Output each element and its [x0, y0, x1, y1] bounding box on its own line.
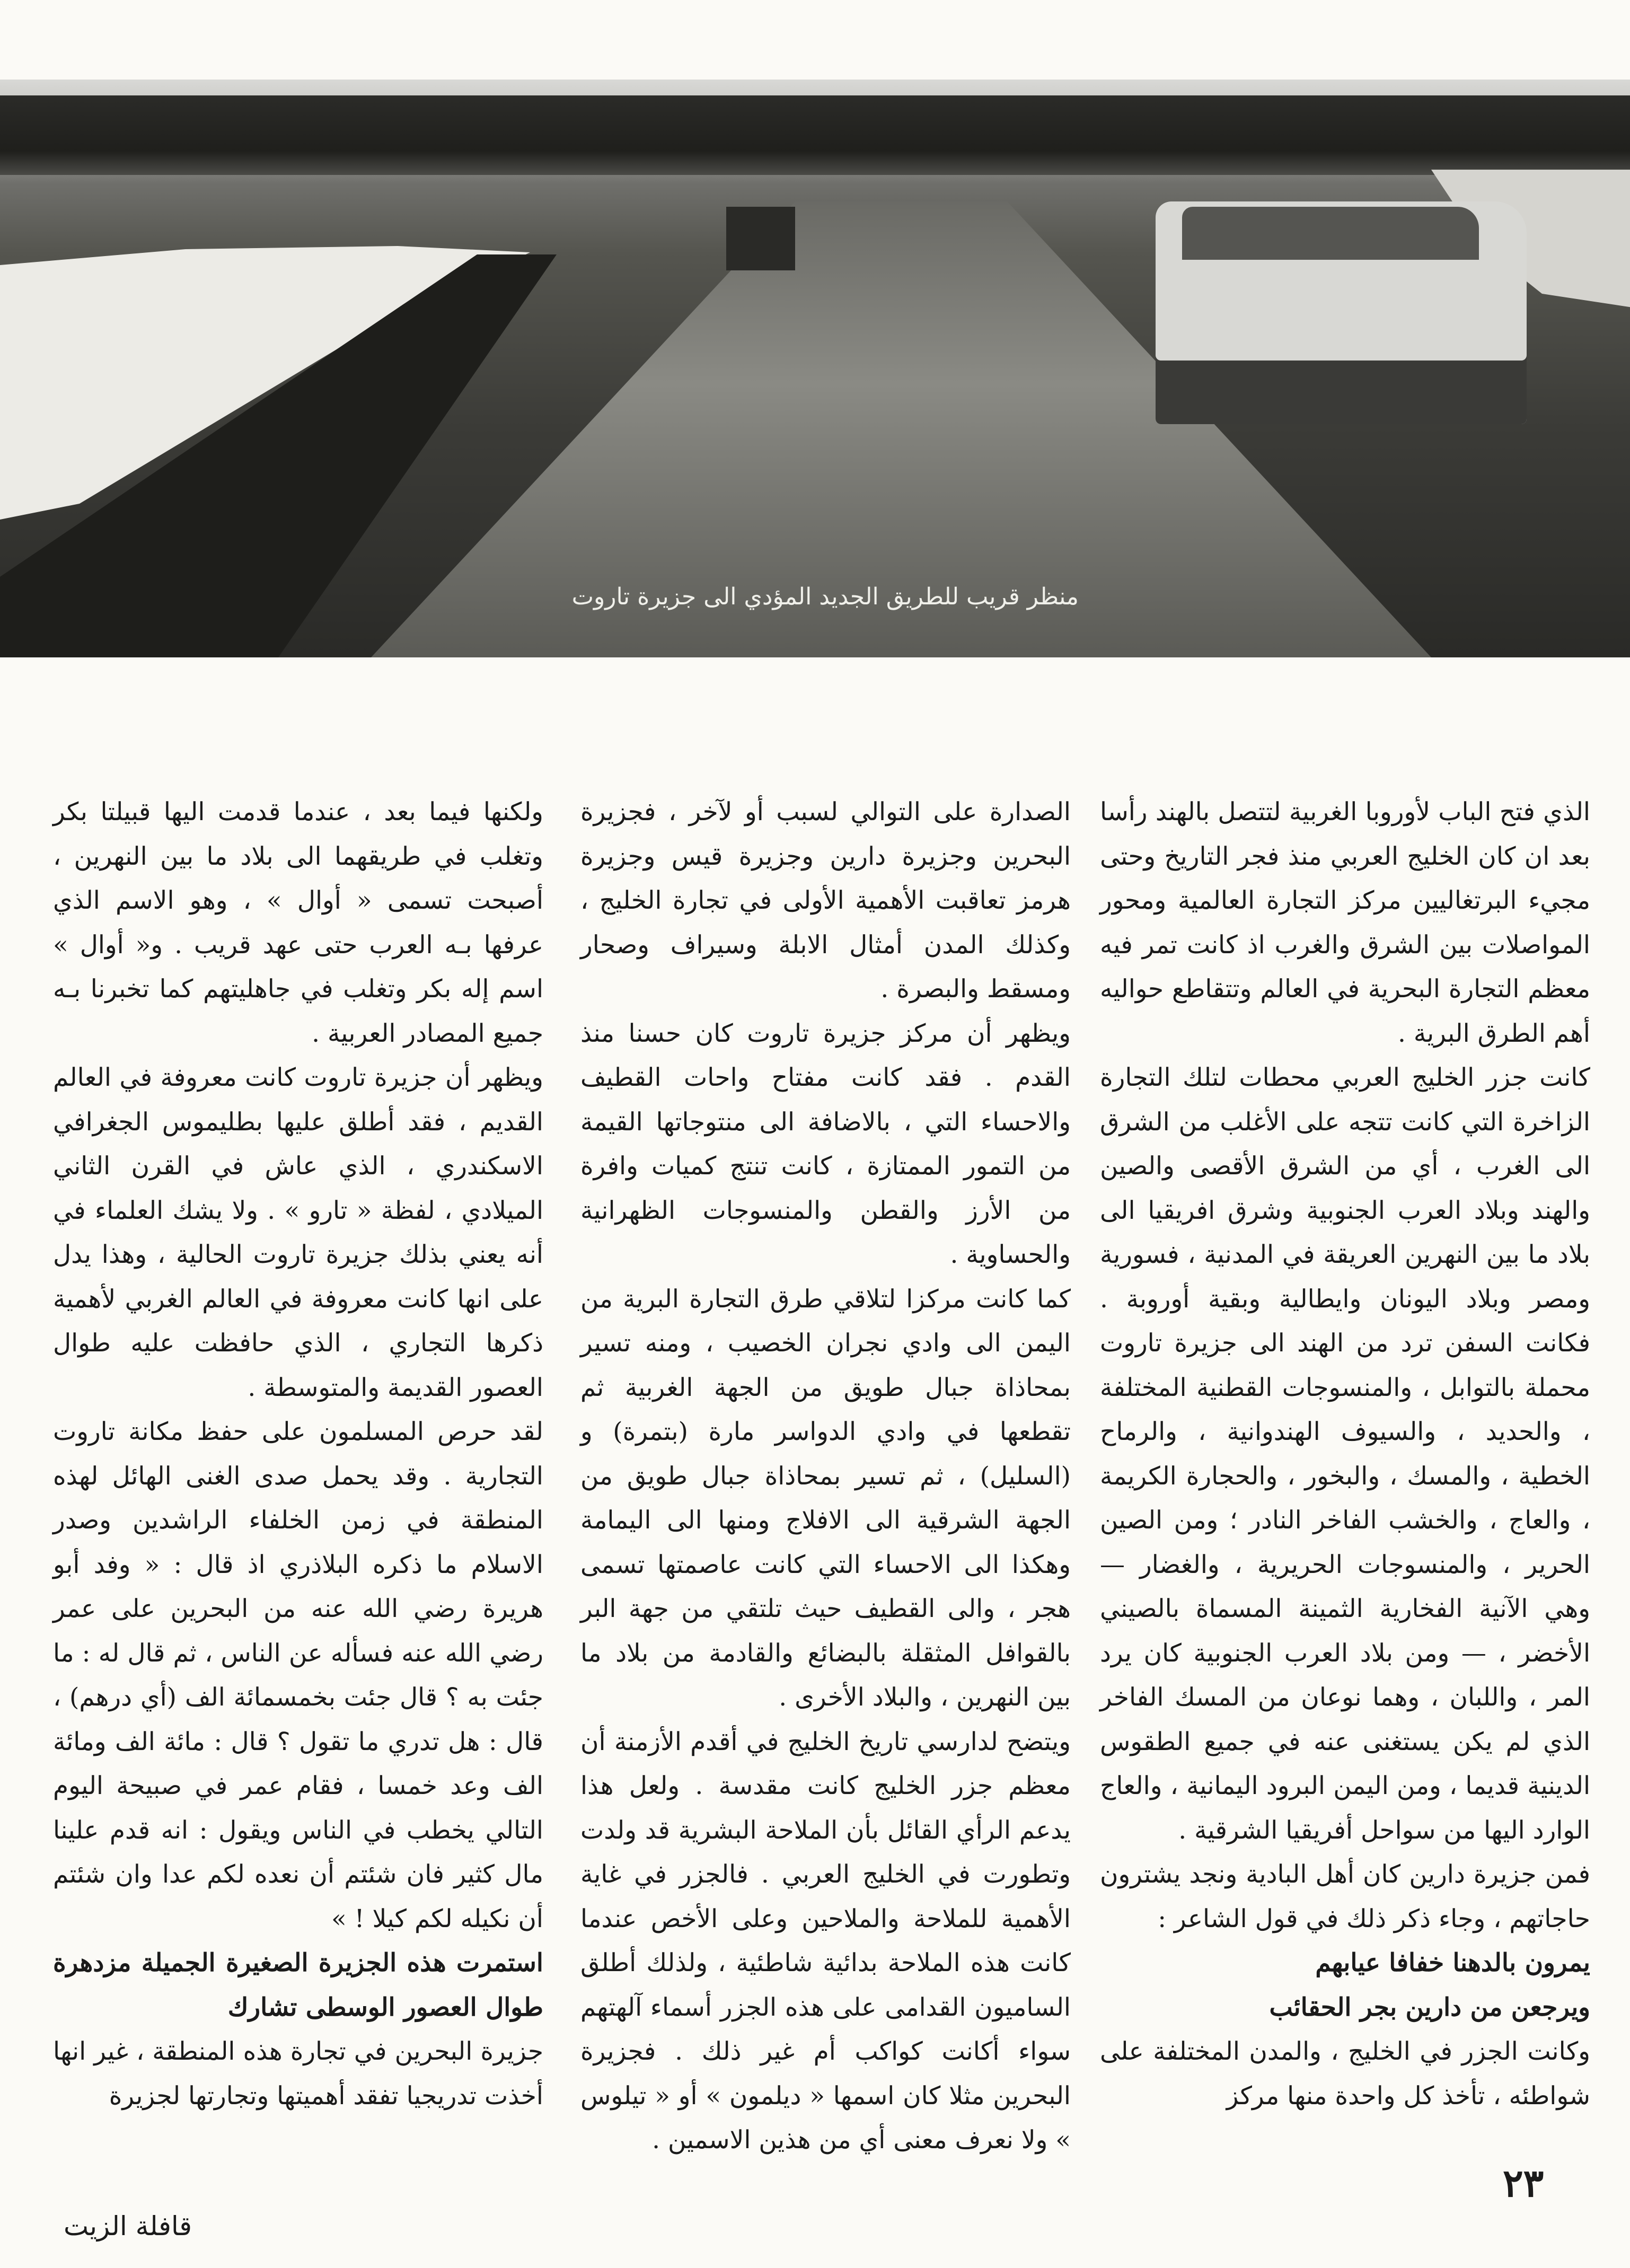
- cart: [726, 207, 795, 270]
- palm-treeline: [0, 95, 1630, 175]
- column-right: [1100, 790, 1590, 2118]
- paragraph: ويظهر أن جزيرة تاروت كانت معروفة في العالم القديم ، فقد أطلق عليها بطليموس الجغرافي الاسكندري ، الذي عاش في القرن الثاني الميلادي ، لفظة « تارو » . ولا يشك العلماء في أنه يعني بذلك جزيرة تاروت الحالية ، وهذا يدل على انها كانت معروفة في العالم الغربي لأهمية ذكرها التجاري ، الذي حافظت عليه طوال العصور القديمة والمتوسطة .: [53, 1063, 543, 1402]
- poem-verse-2: ويرجعن من دارين بجر الحقائب: [1269, 1992, 1590, 2022]
- paragraph: فمن جزيرة دارين كان أهل البادية ونجد يشترون حاجاتهم ، وجاء ذكر ذلك في قول الشاعر :: [1100, 1860, 1590, 1933]
- column-left: [53, 790, 543, 2118]
- page-number: ٢٣: [1503, 2160, 1544, 2205]
- paragraph: جزيرة البحرين في تجارة هذه المنطقة ، غير انها أخذت تدريجيا تفقد أهميتها وتجارتها لجزيرة: [53, 2037, 543, 2111]
- road-photo: [0, 80, 1630, 657]
- car-window: [1182, 207, 1479, 260]
- photo-caption: منظر قريب للطريق الجديد المؤدي الى جزيرة تاروت: [571, 583, 1079, 610]
- paragraph: ويتضح لدارسي تاريخ الخليج في أقدم الأزمنة أن معظم جزر الخليج كانت مقدسة . ولعل هذا يدعم الرأي القائل بأن الملاحة البشرية قد ولدت وتطورت في الخليج العربي . فالجزر في غاية الأهمية للملاحة والملاحين وعلى الأخص عندما كانت هذه الملاحة بدائية شاطئية ، ولذلك أطلق الساميون القدامى على هذه الجزر أسماء آلهتهم سواء أكانت كواكب أم غير ذلك . فجزيرة البحرين مثلا كان اسمها « ديلمون » أو « تيلوس » ولا نعرف معنى أي من هذين الاسمين .: [580, 1727, 1071, 2155]
- paragraph: لقد حرص المسلمون على حفظ مكانة تاروت التجارية . وقد يحمل صدى الغنى الهائل لهذه المنطقة في زمن الخلفاء الراشدين وصدر الاسلام ما ذكره البلاذري اذ قال : « وفد أبو هريرة رضي الله عنه من البحرين على عمر رضي الله عنه فسأله عن الناس ، ثم قال له : ما جئت به ؟ قال جئت بخمسمائة الف (أي درهم) ، قال : هل تدري ما تقول ؟ قال : مائة الف ومائة الف وعد خمسا ، فقام عمر في صبيحة اليوم التالي يخطب في الناس ويقول : انه قدم علينا مال كثير فان شئتم أن نعده لكم عدا وان شئتم أن نكيله لكم كيلا ! »: [53, 1417, 543, 1933]
- paragraph: كانت جزر الخليج العربي محطات لتلك التجارة الزاخرة التي كانت تتجه على الأغلب من الشرق الى الغرب ، أي من الشرق الأقصى والصين والهند وبلاد العرب الجنوبية وشرق افريقيا الى بلاد ما بين النهرين العريقة في المدنية ، فسورية ومصر وبلاد اليونان وايطالية وبقية أوروبة . فكانت السفن ترد من الهند الى جزيرة تاروت محملة بالتوابل ، والمنسوجات القطنية المختلفة ، والحديد ، والسيوف الهندوانية ، والرماح الخطية ، والمسك ، والبخور ، والحجارة الكريمة ، والعاج ، والخشب الفاخر النادر ؛ ومن الصين الحرير ، والمنسوجات الحريرية ، والغضار — وهي الآنية الفخارية الثمينة المسماة بالصيني الأخضر ، — ومن بلاد العرب الجنوبية كان يرد المر ، واللبان ، وهما نوعان من المسك الفاخر الذي لم يكن يستغنى عنه في جميع الطقوس الدينية قديما ، ومن اليمن البرود اليمانية ، والعاج الوارد اليها من سواحل أفريقيا الشرقية .: [1100, 1063, 1590, 1845]
- paragraph: الصدارة على التوالي لسبب أو لآخر ، فجزيرة البحرين وجزيرة دارين وجزيرة قيس وجزيرة هرمز تعاقبت الأهمية الأولى في تجارة الخليج ، وكذلك المدن أمثال الابلة وسيراف وصحار ومسقط والبصرة .: [580, 797, 1071, 1004]
- subheading: استمرت هذه الجزيرة الصغيرة الجميلة مزدهرة طوال العصور الوسطى تشارك: [53, 1948, 543, 2022]
- paragraph: ويظهر أن مركز جزيرة تاروت كان حسنا منذ القدم . فقد كانت مفتاح واحات القطيف والاحساء التي ، بالاضافة الى منتوجاتها القيمة من التمور الممتازة ، كانت تنتج كميات وافرة من الأرز والقطن والمنسوجات الظهرانية والحساوية .: [580, 1018, 1071, 1269]
- column-middle: [580, 790, 1071, 2162]
- paragraph: كما كانت مركزا لتلاقي طرق التجارة البرية من اليمن الى وادي نجران الخصيب ، ومنه تسير بمحاذاة جبال طويق من الجهة الغربية ثم تقطعها في وادي الدواسر مارة (بتمرة) و (السليل) ، ثم تسير بمحاذاة جبال طويق من الجهة الشرقية الى الافلاج ومنها الى اليمامة وهكذا الى الاحساء التي كانت عاصمتها تسمى هجر ، والى القطيف حيث تلتقي من جهة البر بالقوافل المثقلة بالبضائع والقادمة من بلاد ما بين النهرين ، والبلاد الأخرى .: [580, 1284, 1071, 1712]
- poem-verse-1: يمرون بالدهنا خفافا عيابهم: [1315, 1948, 1590, 1977]
- magazine-name: قافلة الزيت: [64, 2211, 192, 2241]
- paragraph: الذي فتح الباب لأوروبا الغربية لتتصل بالهند رأسا بعد ان كان الخليج العربي منذ فجر التاريخ وحتى مجيء البرتغاليين مركز التجارة العالمية ومحور المواصلات بين الشرق والغرب اذ كانت تمر فيه معظم التجارة البحرية في العالم وتتقاطع حواليه أهم الطرق البرية .: [1100, 797, 1590, 1048]
- paragraph: ولكنها فيما بعد ، عندما قدمت اليها قبيلتا بكر وتغلب في طريقهما الى بلاد ما بين النهرين ، أصبحت تسمى « أوال » ، وهو الاسم الذي عرفها بـه العرب حتى عهد قريب . و« أوال » اسم إله بكر وتغلب في جاهليتهم كما تخبرنا بـه جميع المصادر العربية .: [53, 797, 543, 1048]
- paragraph: وكانت الجزر في الخليج ، والمدن المختلفة على شواطئه ، تأخذ كل واحدة منها مركز: [1100, 2037, 1590, 2111]
